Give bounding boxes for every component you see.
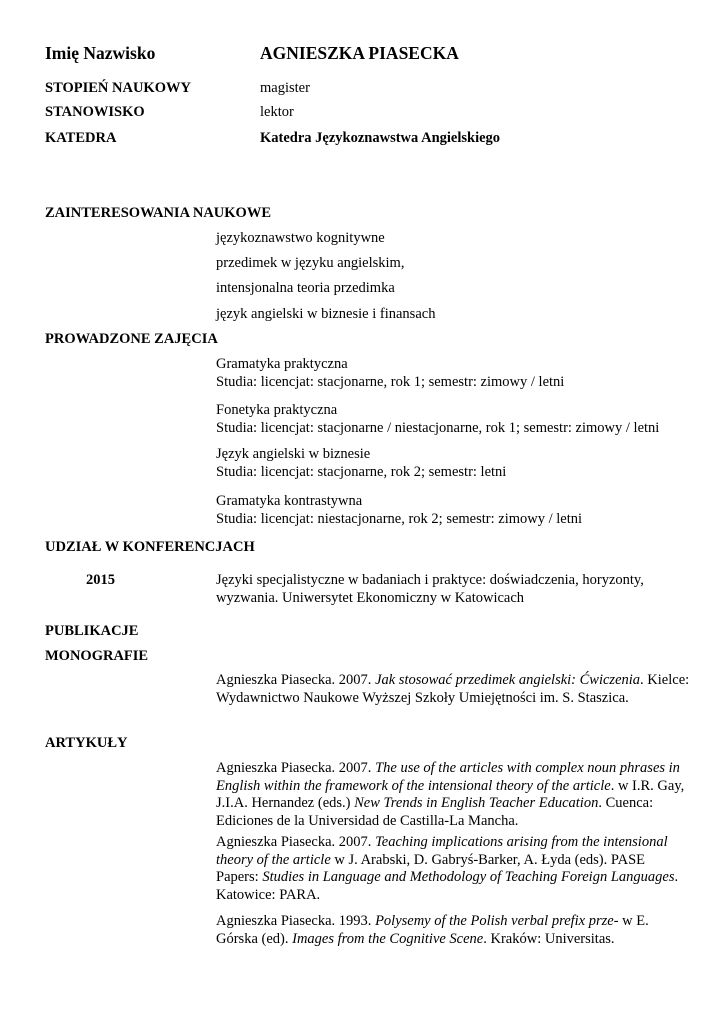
monographs-heading: MONOGRAFIE [45, 648, 149, 664]
monograph-entry [216, 672, 691, 707]
course-details: Studia: licencjat: stacjonarne, rok 2; semestr: letni [216, 463, 507, 480]
article-title: Polysemy of the Polish verbal prefix prze- [375, 913, 619, 929]
course-title: Fonetyka praktyczna [216, 402, 338, 418]
interest-item: przedimek w języku angielskim, [216, 255, 405, 271]
article-editors: w J. Arabski, D. Gabryś-Barker, A. Łyda (eds). PASE Papers: [216, 851, 645, 885]
degree-label: STOPIEŃ NAUKOWY [45, 80, 191, 96]
course-details: Studia: licencjat: stacjonarne / niestacjonarne, rok 1; semestr: zimowy / letni [216, 419, 660, 436]
courses-heading: PROWADZONE ZAJĘCIA [45, 331, 218, 347]
article-author-year: Agnieszka Piasecka. 2007. [216, 834, 376, 850]
course-title: Język angielski w biznesie [216, 446, 371, 462]
monograph-publisher: . Kielce: Wydawnictwo Naukowe Wyższej Szkoły Umiejętności im. S. Staszica. [216, 672, 690, 706]
interest-item: językoznawstwo kognitywne [216, 230, 385, 246]
article-book-title: New Trends in English Teacher Education [354, 795, 599, 811]
article-title: Teaching implications arising from the intensional theory of the article [216, 834, 668, 868]
department-label: KATEDRA [45, 130, 117, 146]
name-label: Imię Nazwisko [45, 43, 156, 63]
conference-year: 2015 [86, 572, 115, 588]
course-item [216, 493, 696, 528]
course-title: Gramatyka kontrastywna [216, 493, 363, 509]
course-title: Gramatyka praktyczna [216, 356, 348, 372]
conferences-heading: UDZIAŁ W KONFERENCJACH [45, 539, 255, 555]
article-title: The use of the articles with complex noun phrases in English within the framework of the intensional theory of the article [216, 760, 680, 794]
article-author-year: Agnieszka Piasecka. 1993. [216, 913, 376, 929]
degree-value: magister [260, 80, 310, 96]
interest-item: intensjonalna teoria przedimka [216, 280, 395, 296]
article-publisher: . Kraków: Universitas. [483, 930, 615, 947]
course-details: Studia: licencjat: niestacjonarne, rok 2; semestr: zimowy / letni [216, 510, 583, 527]
name-value: AGNIESZKA PIASECKA [260, 43, 459, 63]
monograph-author-year: Agnieszka Piasecka. 2007. [216, 672, 376, 688]
department-value: Katedra Językoznawstwa Angielskiego [260, 130, 501, 146]
article-author-year: Agnieszka Piasecka. 2007. [216, 760, 376, 776]
conference-text: Języki specjalistyczne w badaniach i praktyce: doświadczenia, horyzonty, wyzwania. Uniwersytet Ekonomiczny w Katowicach [216, 572, 644, 606]
article-entry [216, 760, 686, 830]
article-publisher: . Cuenca: Ediciones de la Universidad de Castilla-La Mancha. [216, 795, 654, 829]
article-editors: . w I.R. Gay, J.I.A. Hernandez (eds.) [216, 777, 685, 811]
articles-heading: ARTYKUŁY [45, 735, 128, 751]
article-publisher: . Katowice: PARA. [216, 869, 679, 903]
article-entry [216, 834, 686, 904]
monograph-title: Jak stosować przedimek angielski: Ćwiczenia [375, 672, 641, 688]
article-editors: w E. Górska (ed). [216, 913, 649, 947]
course-item [216, 356, 696, 391]
position-label: STANOWISKO [45, 104, 145, 120]
course-details: Studia: licencjat: stacjonarne, rok 1; semestr: zimowy / letni [216, 373, 565, 390]
publications-heading: PUBLIKACJE [45, 623, 139, 639]
course-item [216, 446, 696, 481]
interests-heading: ZAINTERESOWANIA NAUKOWE [45, 205, 272, 221]
position-value: lektor [260, 104, 294, 120]
interest-item: język angielski w biznesie i finansach [216, 306, 436, 322]
article-book-title: Images from the Cognitive Scene [292, 930, 484, 947]
article-book-title: Studies in Language and Methodology of Teaching Foreign Languages [262, 869, 675, 885]
article-entry [216, 913, 681, 948]
course-item [216, 402, 716, 437]
